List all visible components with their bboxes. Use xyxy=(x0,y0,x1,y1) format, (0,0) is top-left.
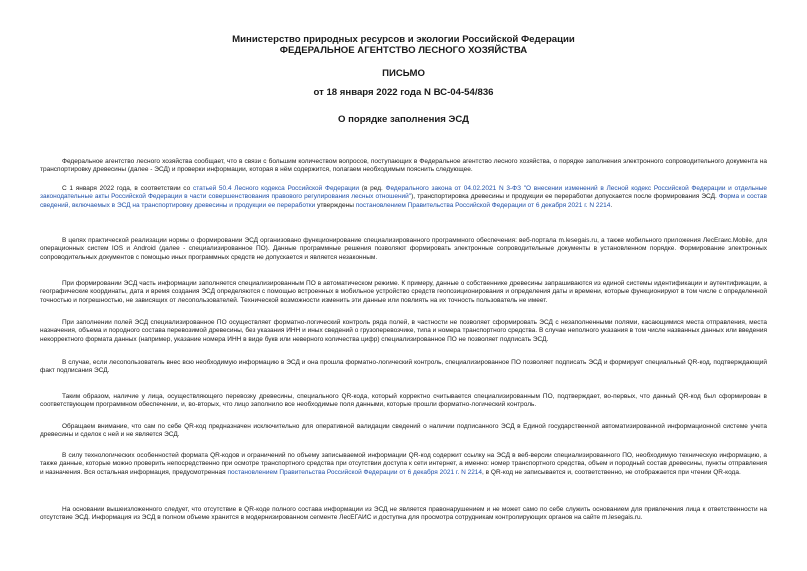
text-span: утверждены xyxy=(315,201,356,209)
text-span: ), транспортировка древесины и продукции ее переработки допускается после формирования ЭСД. xyxy=(411,193,719,201)
link-government-resolution[interactable]: постановлением Правительства Российской Федерации от 6 декабря 2021 г. N 2214 xyxy=(355,201,611,209)
ministry-name: Министерство природных ресурсов и экологии Российской Федерации xyxy=(232,34,575,45)
link-government-resolution[interactable]: постановлением Правительства Российской Федерации от 6 декабря 2021 г. N 2214 xyxy=(227,468,483,476)
text-span: С 1 января 2022 года, в соответствии со xyxy=(62,185,193,192)
link-esd-form[interactable]: Форма и состав сведений, включаемых в ЭСД на транспортировку древесины и продукции ее переработки xyxy=(40,193,767,209)
paragraph-legal-basis xyxy=(40,185,767,210)
paragraph-qr-purpose: Обращаем внимание, что сам по себе QR-код предназначен исключительно для оперативной валидации сведений о наличии подписанного ЭСД в Единой государственной автоматизированной информационной системе учета древесины и сделок с ней и не является ЭСД. xyxy=(40,423,767,439)
paragraph-intro: Федеральное агентство лесного хозяйства сообщает, что в связи с большим количеством вопросов, поступающих в Федеральное агентство лесного хозяйства, о порядке заполнения электронного сопроводительного документа на транспортировку древесины (далее - ЭСД) и проверки информации, которая в нём содержится, полагаем необходимым пояснить следующее. xyxy=(40,158,767,174)
paragraph-qr-contents xyxy=(40,452,767,477)
paragraph-software: В целях практической реализации нормы о формировании ЭСД организовано функционирование специализированного программного обеспечения: веб-портала m.lesegais.ru, а также мобильного приложения ЛесЕгаис.Mobile, для операционных систем IOS и Android (далее - специализированное ПО). Данные программные решения позволяют формировать электронные сопроводительные документы в установленном порядке. Формирование электронных сопроводительных документов с помощью иных программных средств не допускается и является незаконным. xyxy=(40,237,767,261)
paragraph-validation: При заполнении полей ЭСД специализированное ПО осуществляет форматно-логический контроль ряда полей, в частности не позволяет сформировать ЭСД с незаполненными полями, касающимися места отправления, места назначения, объема и породного состава перевозимой древесины, без указания ИНН и иных сведений о грузоперевозчике, типа и номера транспортного средства. В случае неполного указания в том числе названных данных или введения некорректного формата данных (например, указание номера ИНН в виде букв или неверного количества цифр) специализированное ПО не позволяет подписать ЭСД. xyxy=(40,319,767,343)
paragraph-auto-fill: При формировании ЭСД часть информации заполняется специализированным ПО в автоматическом режиме. К примеру, данные о собственнике древесины запрашиваются из единой системы идентификации и аутентификации, а географические координаты, дата и время создания ЭСД определяются с помощью встроенных в мобильное устройство средств геопозиционирования и определения даты и времени, которые функционируют в том числе с определенной точностью и погрешностью, не зависящих от лесопользователей. Технической возможности изменить эти данные или повлиять на их точность пользователь не имеет. xyxy=(40,280,767,304)
text-span: (в ред. xyxy=(359,185,386,192)
document-subject: О порядке заполнения ЭСД xyxy=(337,114,470,125)
document-number: от 18 января 2022 года N ВС-04-54/836 xyxy=(313,87,494,98)
text-span: , в QR-код не записывается и, соответственно, не отображается при чтении QR-кода. xyxy=(482,468,741,476)
link-federal-law[interactable]: Федерального закона от 04.02.2021 N 3-ФЗ "О внесении изменений в Лесной кодекс Российской Федерации и отдельные законодательные акты Российской Федерации в части совершенствования правового регулирования лесных отношений" xyxy=(40,185,767,201)
link-forest-code-article[interactable]: статьей 50.4 Лесного кодекса Российской Федерации xyxy=(192,185,360,192)
text-span: В силу технологических особенностей формата QR-кодов и ограничений по объему записываемой информации QR-код содержит ссылку на ЭСД в веб-версии специализированного ПО, необходимую техническую информацию, а также данные, которые можно проверить непосредственно при осмотре транспортного средства при отсутствии доступа к сети интернет, а именно: номер транспортного средства, объем и породный состав древесины, пункты отправления и назначения. Вся остальная информация, предусмотренная xyxy=(40,452,767,476)
agency-name: ФЕДЕРАЛЬНОЕ АГЕНТСТВО ЛЕСНОГО ХОЗЯЙСТВА xyxy=(279,45,528,56)
paragraph-qr-meaning: Таким образом, наличие у лица, осуществляющего перевозку древесины, специального QR-кода, который корректно считывается специализированным ПО, подтверждает, во-первых, что данный QR-код был сформирован в соответствующем программном обеспечении, и, во-вторых, что лицо заполнило все необходимые поля данными, которые прошли форматно-логический контроль. xyxy=(40,393,767,409)
text-span: . xyxy=(610,201,613,209)
document-type: ПИСЬМО xyxy=(382,68,425,79)
paragraph-conclusion: На основании вышеизложенного следует, что отсутствие в QR-коде полного состава информации из ЭСД не является правонарушением и не может само по себе служить основанием для привлечения лица к ответственности на отсутствие ЭСД. Информация из ЭСД в полном объеме хранится в модернизированном сегменте ЛесЕГАИС и доступна для просмотра сотрудникам контролирующих органов на сайте m.lesegais.ru. xyxy=(40,506,767,522)
paragraph-qr-signing: В случае, если лесопользователь внес всю необходимую информацию в ЭСД и она прошла форматно-логический контроль, специализированное ПО позволяет подписать ЭСД и формирует специальный QR-код, подтверждающий факт подписания ЭСД. xyxy=(40,359,767,375)
